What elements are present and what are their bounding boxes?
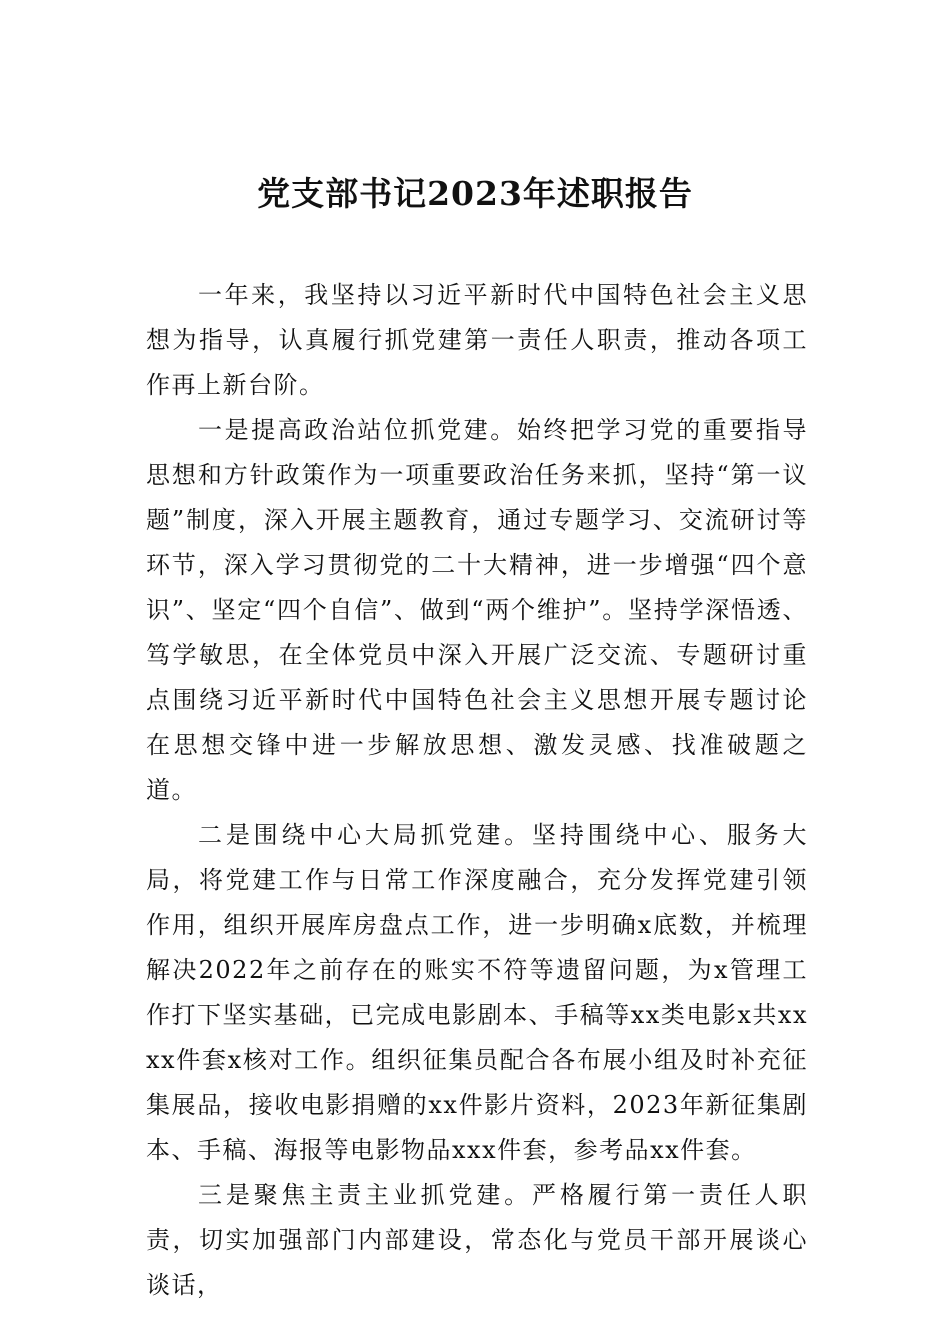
paragraph-main-responsibility: 三是聚焦主责主业抓党建。严格履行第一责任人职责，切实加强部门内部建设，常态化与党员干部开展谈心谈话， (146, 1181, 808, 1299)
paragraph-central-work: 二是围绕中心大局抓党建。坚持围绕中心、服务大局，将党建工作与日常工作深度融合，充分发挥党建引领作用，组织开展库房盘点工作，进一步明确x底数，并梳理解决2022年之前存在的账实不符等遗留问题，为x管理工作打下坚实基础，已完成电影剧本、手稿等xx类电影x共xxxx件套x核对工作。组织征集员配合各布展小组及时补充征集展品，接收电影捐赠的xx件影片资料，2023年新征集剧本、手稿、海报等电影物品xxx件套，参考品xx件套。 (146, 821, 808, 1164)
document-title: 党支部书记2023年述职报告 (257, 174, 693, 213)
paragraph-intro: 一年来，我坚持以习近平新时代中国特色社会主义思想为指导，认真履行抓党建第一责任人职责，推动各项工作再上新台阶。 (146, 281, 808, 399)
document-body (146, 273, 808, 1308)
paragraph-political-stance: 一是提高政治站位抓党建。始终把学习党的重要指导思想和方针政策作为一项重要政治任务来抓，坚持“第一议题”制度，深入开展主题教育，通过专题学习、交流研讨等环节，深入学习贯彻党的二十大精神，进一步增强“四个意识”、坚定“四个自信”、做到“两个维护”。坚持学深悟透、笃学敏思，在全体党员中深入开展广泛交流、专题研讨重点围绕习近平新时代中国特色社会主义思想开展专题讨论在思想交锋中进一步解放思想、激发灵感、找准破题之道。 (146, 416, 808, 804)
